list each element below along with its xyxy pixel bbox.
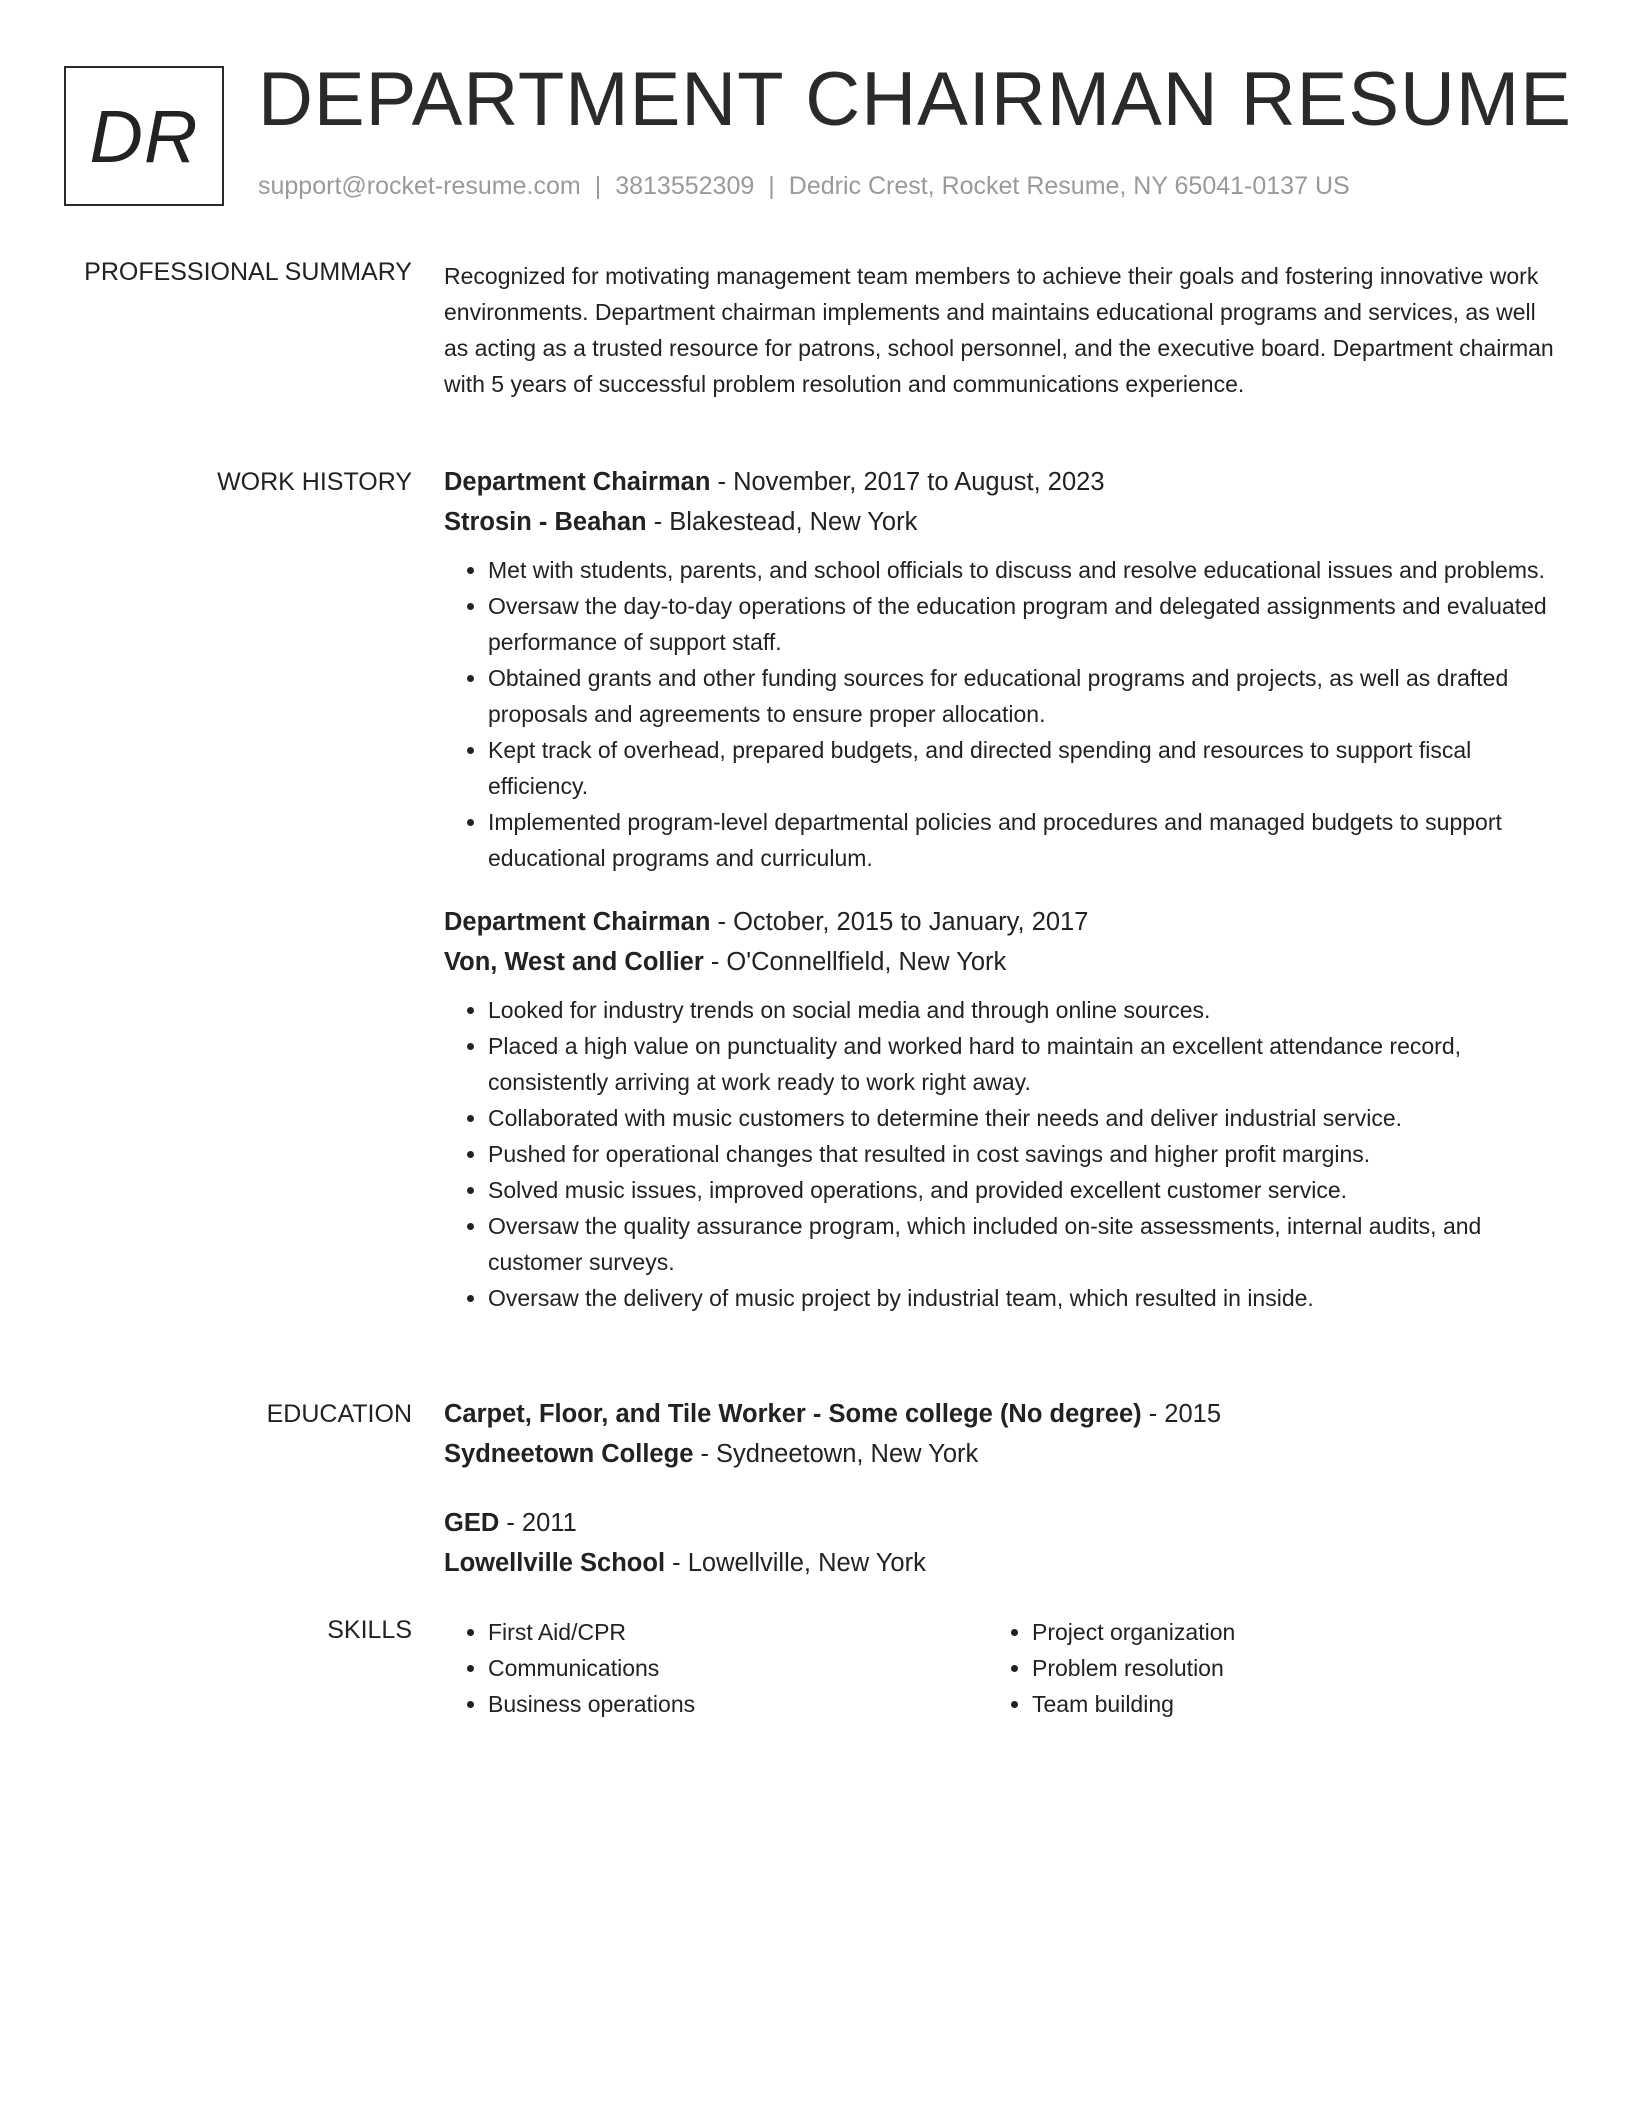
job-location: - Blakestead, New York [646,508,918,536]
education-entry [444,1503,1554,1583]
education-school-line [444,1434,1554,1474]
education-location: - Lowellville, New York [665,1549,926,1577]
skill-item: • First Aid/CPR [488,1614,944,1650]
monogram-badge: DR [64,66,224,206]
job-entry [444,462,1554,876]
contact-address: Dedric Crest, Rocket Resume, NY 65041-0137 US [788,172,1350,200]
skill-item: • Communications [488,1650,944,1686]
job-entry [444,902,1554,1316]
job-bullet: • Implemented program-level departmental policies and procedures and managed budgets to support educational programs and curriculum. [488,804,1554,876]
job-title-line [444,902,1554,942]
job-company-line [444,942,1554,982]
job-bullet: • Oversaw the quality assurance program, which included on-site assessments, internal audits, and customer surveys. [488,1208,1554,1280]
summary-text: Recognized for motivating management team members to achieve their goals and fostering innovative work environments. Department chairman implements and maintains educational programs and services, as well as acting as a trusted resource for patrons, school personnel, and the executive board. Department chairman with 5 years of successful problem resolution and communications experience. [444,263,1554,397]
work-history-body [444,462,1554,1316]
skill-item: • Business operations [488,1686,944,1722]
skills-columns [444,1614,1544,1722]
skill-item: • Project organization [1032,1614,1488,1650]
skills-body [444,1614,1554,1722]
job-location: - O'Connellfield, New York [703,948,1007,976]
section-label-skills: SKILLS [327,1616,412,1644]
section-label-education: EDUCATION [266,1400,412,1428]
job-bullets [444,552,1554,876]
job-dates: - October, 2015 to January, 2017 [710,908,1089,936]
skills-list-left [444,1614,944,1722]
job-bullet: • Looked for industry trends on social media and through online sources. [488,992,1554,1028]
job-dates: - November, 2017 to August, 2023 [710,468,1105,496]
education-year: - 2011 [499,1509,577,1537]
job-bullet: • Oversaw the day-to-day operations of the education program and delegated assignments and evaluated performance of support staff. [488,588,1554,660]
education-body [444,1394,1554,1583]
job-title-line [444,462,1554,502]
job-bullet: • Collaborated with music customers to determine their needs and deliver industrial service. [488,1100,1554,1136]
contact-separator: | [594,172,602,200]
contact-phone[interactable]: 3813552309 [615,172,755,200]
education-degree-line [444,1394,1554,1434]
job-company: Von, West and Collier [444,948,704,976]
job-company: Strosin - Beahan [444,508,647,536]
education-school: Lowellville School [444,1549,666,1577]
education-entry [444,1394,1554,1474]
education-location: - Sydneetown, New York [693,1440,979,1468]
job-title: Department Chairman [444,908,711,936]
section-label-summary: PROFESSIONAL SUMMARY [84,258,412,286]
education-degree: Carpet, Floor, and Tile Worker - Some college (No degree) [444,1400,1142,1428]
job-bullet: • Kept track of overhead, prepared budgets, and directed spending and resources to support fiscal efficiency. [488,732,1554,804]
education-degree-line [444,1503,1554,1543]
contact-separator: | [768,172,775,200]
resume-title: DEPARTMENT CHAIRMAN RESUME [258,57,1572,142]
job-bullet: • Pushed for operational changes that resulted in cost savings and higher profit margins. [488,1136,1554,1172]
skills-list-right [988,1614,1488,1722]
job-bullet: • Met with students, parents, and school officials to discuss and resolve educational issues and problems. [488,552,1554,588]
job-title: Department Chairman [444,468,711,496]
contact-email[interactable]: support@rocket-resume.com [258,172,581,200]
contact-line [258,172,1350,201]
job-company-line [444,502,1554,542]
job-bullet: • Oversaw the delivery of music project by industrial team, which resulted in inside. [488,1280,1554,1316]
summary-body [444,258,1554,402]
education-school: Sydneetown College [444,1440,694,1468]
job-bullet: • Placed a high value on punctuality and worked hard to maintain an excellent attendance record, consistently arriving at work ready to work right away. [488,1028,1554,1100]
job-bullets [444,992,1554,1316]
job-bullet: • Obtained grants and other funding sources for educational programs and projects, as well as drafted proposals and agreements to ensure proper allocation. [488,660,1554,732]
job-bullet: • Solved music issues, improved operations, and provided excellent customer service. [488,1172,1554,1208]
education-degree: GED [444,1509,500,1537]
section-label-work-history: WORK HISTORY [217,468,412,496]
skill-item: • Team building [1032,1686,1488,1722]
education-year: - 2015 [1141,1400,1222,1428]
education-school-line [444,1543,1554,1583]
skill-item: • Problem resolution [1032,1650,1488,1686]
